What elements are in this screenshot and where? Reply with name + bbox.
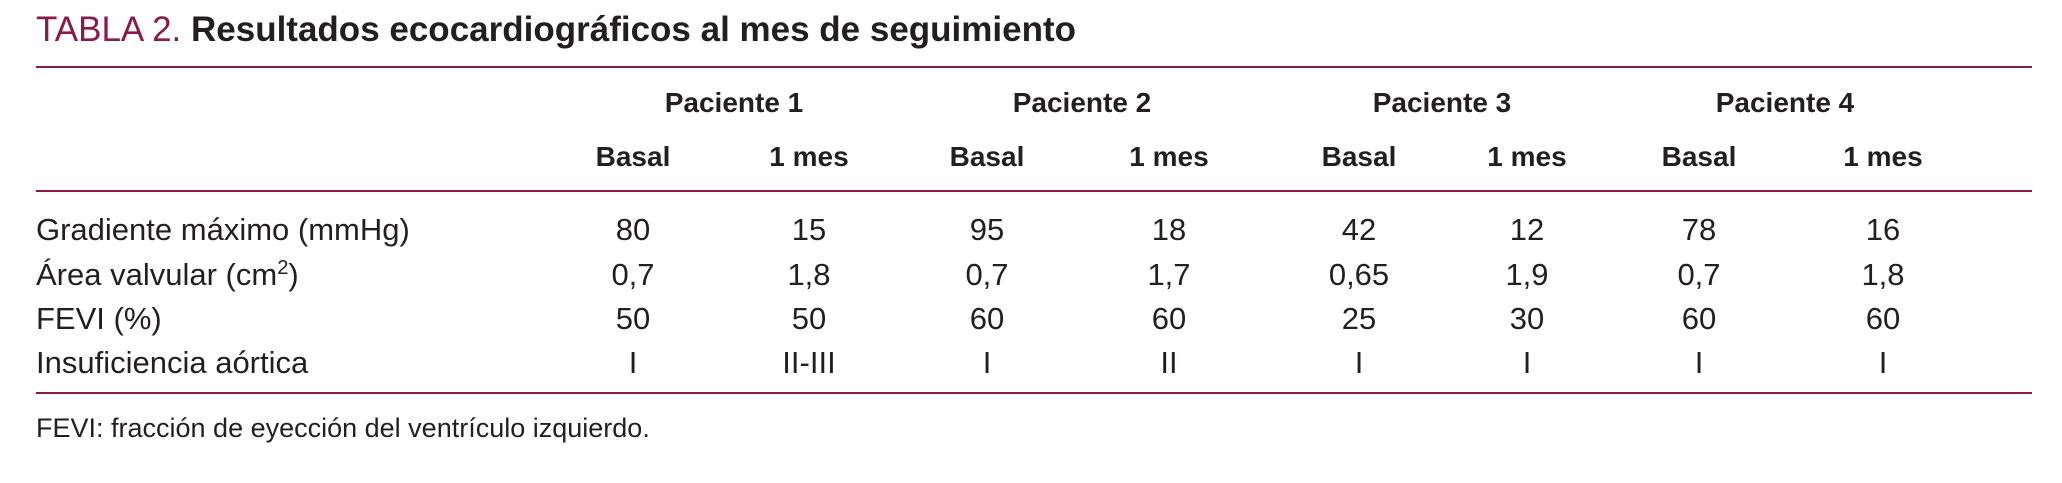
table-cell: 60	[969, 301, 1005, 336]
table-cell: 1,7	[1147, 257, 1191, 292]
row-label-insuficiencia: Insuficiencia aórtica	[36, 345, 309, 380]
group-header-paciente-4: Paciente 4	[1715, 87, 1855, 118]
subheader-p4-1mes: 1 mes	[1843, 141, 1923, 172]
group-header-paciente-1: Paciente 1	[664, 87, 804, 118]
table-cell: 0,7	[611, 257, 655, 292]
table-cell: 0,7	[1677, 257, 1721, 292]
subheader-p1-1mes: 1 mes	[769, 141, 849, 172]
row-label-gradiente: Gradiente máximo (mmHg)	[36, 212, 410, 247]
table-footnote: FEVI: fracción de eyección del ventrículo izquierdo.	[36, 413, 650, 443]
table-cell: I	[1354, 345, 1364, 380]
superscript-2: 2	[277, 256, 289, 279]
bottom-rule	[36, 392, 2032, 394]
table-cell: 0,65	[1328, 257, 1390, 292]
subheader-p3-1mes: 1 mes	[1487, 141, 1567, 172]
table-cell: 80	[615, 212, 651, 247]
table-cell: 42	[1341, 212, 1377, 247]
table-cell: I	[628, 345, 638, 380]
subheader-p2-1mes: 1 mes	[1129, 141, 1209, 172]
subheader-p4-basal: Basal	[1661, 141, 1737, 172]
header-rule	[36, 190, 2032, 192]
table-cell: I	[1878, 345, 1888, 380]
row-label-suffix: )	[288, 257, 299, 292]
table-cell: I	[1522, 345, 1532, 380]
table-cell: 60	[1865, 301, 1901, 336]
table-cell: 50	[615, 301, 651, 336]
table-cell: 12	[1509, 212, 1545, 247]
row-label-area-valvular	[36, 255, 299, 295]
table-cell: 1,8	[1861, 257, 1905, 292]
subheader-p3-basal: Basal	[1321, 141, 1397, 172]
table-cell: 60	[1681, 301, 1717, 336]
table-cell: I	[1694, 345, 1704, 380]
subheader-p1-basal: Basal	[595, 141, 671, 172]
table-cell: 60	[1151, 301, 1187, 336]
table-cell: 15	[791, 212, 827, 247]
table-cell: 78	[1681, 212, 1717, 247]
table-cell: 30	[1509, 301, 1545, 336]
table-caption: Resultados ecocardiográficos al mes de seguimiento	[191, 10, 1076, 49]
table-title	[36, 8, 1076, 52]
table-cell: 1,9	[1505, 257, 1549, 292]
table-cell: II	[1160, 345, 1178, 380]
table-cell: 18	[1151, 212, 1187, 247]
group-header-paciente-2: Paciente 2	[1012, 87, 1152, 118]
row-label-fevi: FEVI (%)	[36, 301, 162, 336]
table-cell: 16	[1865, 212, 1901, 247]
table-cell: I	[982, 345, 992, 380]
table-cell: II-III	[782, 345, 836, 380]
table-cell: 1,8	[787, 257, 831, 292]
subheader-p2-basal: Basal	[949, 141, 1025, 172]
table-cell: 25	[1341, 301, 1377, 336]
table-cell: 0,7	[965, 257, 1009, 292]
top-rule	[36, 66, 2032, 68]
table-cell: 50	[791, 301, 827, 336]
row-label-text: Área valvular (cm	[36, 257, 278, 292]
table-cell: 95	[969, 212, 1005, 247]
group-header-paciente-3: Paciente 3	[1372, 87, 1512, 118]
table-number: TABLA 2.	[36, 10, 182, 49]
